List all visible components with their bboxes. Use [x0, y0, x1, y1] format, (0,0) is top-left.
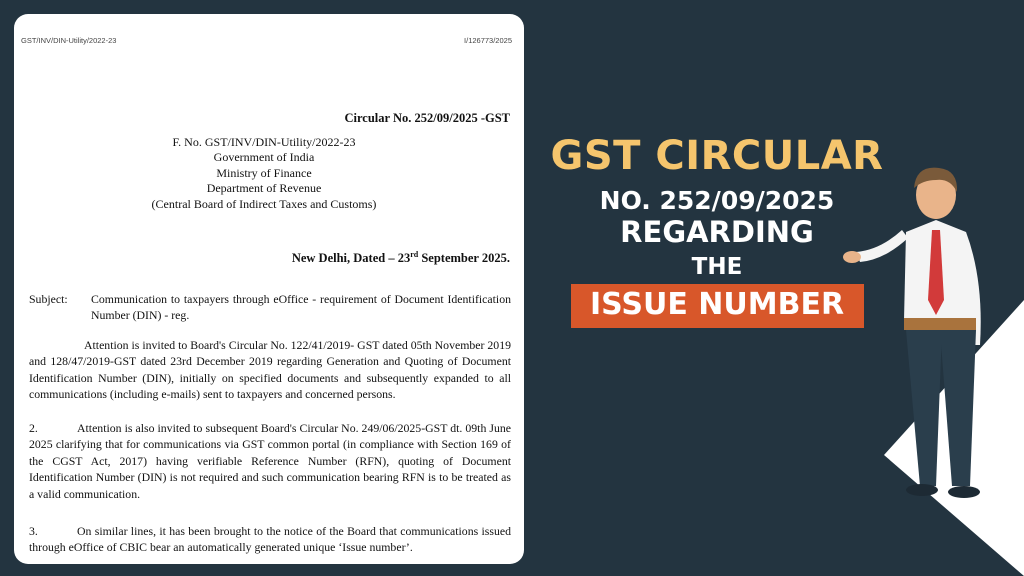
- paragraph-2: 2. Attention is also invited to subsequent Board's Circular No. 249/06/2025-GST dt. 09th June 2025 clarifying that for communications via GST common portal (in compliance with Section 169 of the CGST Act, 2017) having verifiable Reference Number (RFN), quoting of Document Identification Number (DIN) is not required and such communication bearing RFN is to be treated as a valid communication.: [29, 421, 511, 501]
- address-line: (Central Board of Indirect Taxes and Customs): [151, 196, 377, 211]
- date-line: New Delhi, Dated – 23rd September 2025.: [291, 250, 510, 266]
- file-reference-header: GST/INV/DIN-Utility/2022-23: [21, 36, 117, 45]
- subject-label: Subject:: [29, 292, 68, 306]
- address-line: Department of Revenue: [206, 181, 322, 196]
- address-line: Government of India: [213, 150, 315, 165]
- paragraph-1: Attention is invited to Board's Circular No. 122/41/2019- GST dated 05th November 2019 and 128/47/2019-GST dated 23rd December 2019 regarding Generation and Quoting of Document Identification Number (DIN), initially on specified documents and subsequently expanded to all communications (including e-mails) sent to taxpayers and concerned persons.: [29, 338, 511, 402]
- subject-block: [29, 291, 511, 323]
- headline-title: GST CIRCULAR: [550, 133, 884, 179]
- circular-number: Circular No. 252/09/2025 -GST: [344, 111, 510, 125]
- businessman-illustration: [824, 0, 1024, 576]
- circular-document: [14, 14, 524, 564]
- paragraph-3: 3. On similar lines, it has been brought to the notice of the Board that communications issued through eOffice of CBIC bear an automatically generated unique ‘Issue number’.: [29, 524, 511, 555]
- address-block: [134, 135, 394, 212]
- headline-regarding: REGARDING: [620, 215, 814, 249]
- issue-number-header: I/126773/2025: [464, 36, 512, 45]
- address-line: F. No. GST/INV/DIN-Utility/2022-23: [172, 135, 356, 149]
- headline-the: THE: [691, 254, 743, 280]
- address-line: Ministry of Finance: [216, 165, 312, 180]
- headline-issue-number: ISSUE NUMBER: [589, 287, 845, 322]
- headline-circular-number: NO. 252/09/2025: [599, 186, 835, 215]
- subject-text: Communication to taxpayers through eOffice - requirement of Document Identification Number (DIN) - reg.: [91, 292, 511, 322]
